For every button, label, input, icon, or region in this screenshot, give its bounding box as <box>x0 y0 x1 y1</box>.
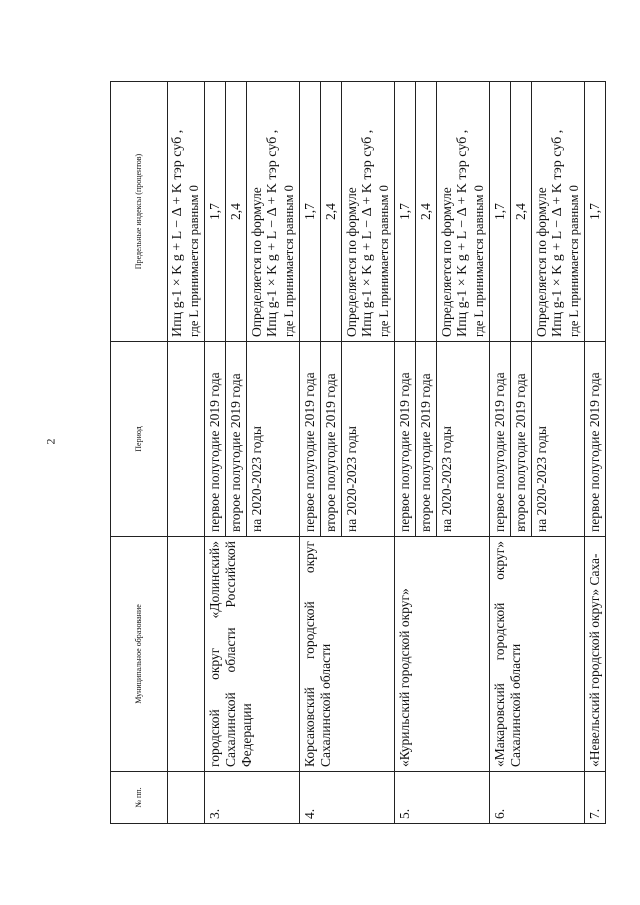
formula-note: где L принимается равным 0 <box>187 185 201 337</box>
index-value: 1,7 <box>205 82 226 342</box>
period-cell: второе полугодие 2019 года <box>321 342 342 537</box>
period-cell: на 2020-2023 годы <box>247 342 300 537</box>
rotated-page <box>110 82 602 824</box>
municipality-name: Корсаковский городской округ Сахалинской области <box>300 537 395 772</box>
formula-intro: Определяется по формуле <box>344 187 359 337</box>
table-row <box>585 82 606 824</box>
header-num: № пп. <box>111 772 168 824</box>
period-cell: второе полугодие 2019 года <box>416 342 437 537</box>
period-cell: первое полугодие 2019 года <box>490 342 511 537</box>
table-row <box>490 82 511 824</box>
formula-note: где L принимается равным 0 <box>567 185 581 337</box>
formula-note: где L принимается равным 0 <box>377 185 391 337</box>
table-row <box>205 82 226 824</box>
row-number: 3. <box>205 772 300 824</box>
period-cell: на 2020-2023 годы <box>532 342 585 537</box>
period-cell: второе полугодие 2019 года <box>226 342 247 537</box>
header-municipality: Муниципальное образование <box>111 537 168 772</box>
index-value: 1,7 <box>300 82 321 342</box>
period-cell: первое полугодие 2019 года <box>300 342 321 537</box>
table-header-row <box>111 82 168 824</box>
index-value: 2,4 <box>511 82 532 342</box>
indices-table <box>110 81 606 824</box>
index-value: 1,7 <box>395 82 416 342</box>
header-index: Предельные индексы (процентов) <box>111 82 168 342</box>
period-cell: первое полугодие 2019 года <box>395 342 416 537</box>
index-value: 2,4 <box>321 82 342 342</box>
municipality-name: «Макаровский городской округ» Сахалинской области <box>490 537 585 772</box>
row-number: 4. <box>300 772 395 824</box>
formula: Ипц g-1 × K g + L − Δ + K тэр суб , <box>170 129 185 337</box>
header-period: Период <box>111 342 168 537</box>
period-cell: первое полугодие 2019 года <box>205 342 226 537</box>
index-value: 1,7 <box>585 82 606 342</box>
formula-intro: Определяется по формуле <box>249 187 264 337</box>
municipality-name: «Невельский городской округ» Саха- <box>585 537 606 772</box>
period-cell: первое полугодие 2019 года <box>585 342 606 537</box>
period-cell: на 2020-2023 годы <box>437 342 490 537</box>
index-value: 2,4 <box>226 82 247 342</box>
row-number: 6. <box>490 772 585 824</box>
row-number: 7. <box>585 772 606 824</box>
page-number: 2 <box>43 438 58 445</box>
formula-note: где L принимается равным 0 <box>472 185 486 337</box>
formula-intro: Определяется по формуле <box>534 187 549 337</box>
index-value: 2,4 <box>416 82 437 342</box>
row-number: 5. <box>395 772 490 824</box>
table-row <box>395 82 416 824</box>
table-row <box>300 82 321 824</box>
formula: Ипц g-1 × K g + L − Δ + K тэр суб , <box>455 129 470 337</box>
municipality-name: городской округ «Долинский» Сахалинской области Российской Федерации <box>205 537 300 772</box>
formula: Ипц g-1 × K g + L − Δ + K тэр суб , <box>265 129 280 337</box>
formula-note: где L принимается равным 0 <box>282 185 296 337</box>
formula-intro: Определяется по формуле <box>439 187 454 337</box>
index-value: 1,7 <box>490 82 511 342</box>
formula: Ипц g-1 × K g + L − Δ + K тэр суб , <box>360 129 375 337</box>
formula: Ипц g-1 × K g + L − Δ + K тэр суб , <box>550 129 565 337</box>
municipality-name: «Курильский городской округ» <box>395 537 490 772</box>
period-cell: второе полугодие 2019 года <box>511 342 532 537</box>
table-row <box>168 82 205 824</box>
period-cell: на 2020-2023 годы <box>342 342 395 537</box>
